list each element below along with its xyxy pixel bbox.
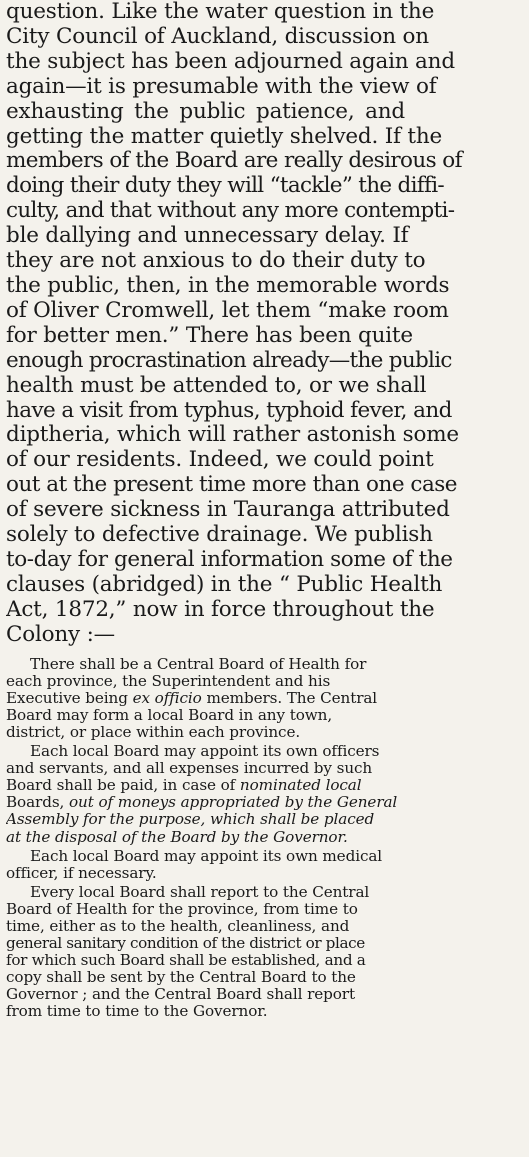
article-line: of severe sickness in Tauranga attributed	[6, 498, 450, 523]
article-line: solely to defective drainage. We publish	[6, 523, 433, 548]
clause-text: Executive being	[6, 689, 133, 707]
clause-officers	[6, 743, 523, 846]
article-line: of our residents. Indeed, we could point	[6, 448, 434, 473]
article-line: getting the matter quietly shelved. If the	[6, 124, 443, 149]
clause-text: members. The Central	[201, 689, 378, 707]
clause-line: Every local Board shall report to the Central	[30, 883, 370, 901]
clause-line: Governor ; and the Central Board shall report	[6, 986, 355, 1004]
clause-line: Board of Health for the province, from time to	[6, 900, 358, 918]
article-line: Act, 1872,” now in force throughout the	[6, 597, 435, 622]
clause-italic: at the disposal of the Board by the Governor.	[6, 828, 348, 846]
article-body	[6, 0, 523, 648]
clause-line: and servants, and all expenses incurred by such	[6, 760, 373, 778]
article-line: members of the Board are really desirous of	[6, 149, 462, 174]
article-line: they are not anxious to do their duty to	[6, 249, 426, 274]
clauses-block	[6, 656, 523, 1021]
clause-line: for which such Board shall be established, and a	[6, 952, 366, 970]
clause-line: district, or place within each province.	[6, 723, 301, 741]
article-line: for better men.” There has been quite	[6, 323, 413, 348]
article-line: doing their duty they will “tackle” the diffi-	[6, 174, 444, 199]
article-line: clauses (abridged) in the “ Public Health	[6, 572, 443, 597]
clause-central-board	[6, 656, 523, 741]
clause-line	[6, 829, 523, 846]
clause-line: officer, if necessary.	[6, 864, 157, 882]
clause-italic: ex officio	[132, 689, 202, 707]
article-line: out at the present time more than one case	[6, 473, 458, 498]
article-line: diptheria, which will rather astonish some	[6, 423, 459, 448]
article-line: enough procrastination already—the public	[6, 348, 452, 373]
article-line: culty, and that without any more contempti-	[6, 199, 455, 224]
article-line: Colony :—	[6, 622, 115, 647]
article-line: health must be attended to, or we shall	[6, 373, 427, 398]
clause-line: Each local Board may appoint its own officers	[30, 743, 380, 761]
clause-italic: nominated local	[239, 777, 362, 795]
article-line: the public, then, in the memorable words	[6, 273, 450, 298]
article-line: question. Like the water question in the	[6, 0, 435, 24]
article-line: to-day for general information some of the	[6, 547, 453, 572]
clause-reports	[6, 884, 523, 1021]
article-line: City Council of Auckland, discussion on	[6, 24, 429, 49]
article-line: the subject has been adjourned again and	[6, 49, 455, 74]
clause-italic: out of moneys appropriated by the General	[69, 794, 398, 812]
clause-line: time, either as to the health, cleanliness, and	[6, 917, 350, 935]
clause-line: Board may form a local Board in any town,	[6, 706, 333, 724]
clause-line: copy shall be sent by the Central Board to the	[6, 969, 356, 987]
clause-text: Board shall be paid, in case of	[6, 777, 240, 795]
article-line: of Oliver Cromwell, let them “make room	[6, 298, 449, 323]
clause-line: from time to time to the Governor.	[6, 1003, 268, 1021]
clause-line	[6, 690, 523, 707]
clause-medical-officer	[6, 848, 523, 882]
article-line: ble dallying and unnecessary delay. If	[6, 224, 409, 249]
article-line: exhausting the public patience, and	[6, 99, 405, 124]
clause-italic: Assembly for the purpose, which shall be placed	[6, 811, 375, 829]
clause-line: Each local Board may appoint its own medical	[30, 847, 383, 865]
clause-line	[6, 811, 523, 828]
clause-text: Boards,	[6, 794, 69, 812]
clause-line: There shall be a Central Board of Health for	[30, 655, 367, 673]
article-line: have a visit from typhus, typhoid fever, and	[6, 398, 452, 423]
article-line: again—it is presumable with the view of	[6, 74, 437, 99]
clause-line	[6, 777, 523, 794]
clause-line: each province, the Superintendent and his	[6, 672, 331, 690]
clause-line: general sanitary condition of the district or place	[6, 935, 365, 953]
clause-line	[6, 794, 523, 811]
